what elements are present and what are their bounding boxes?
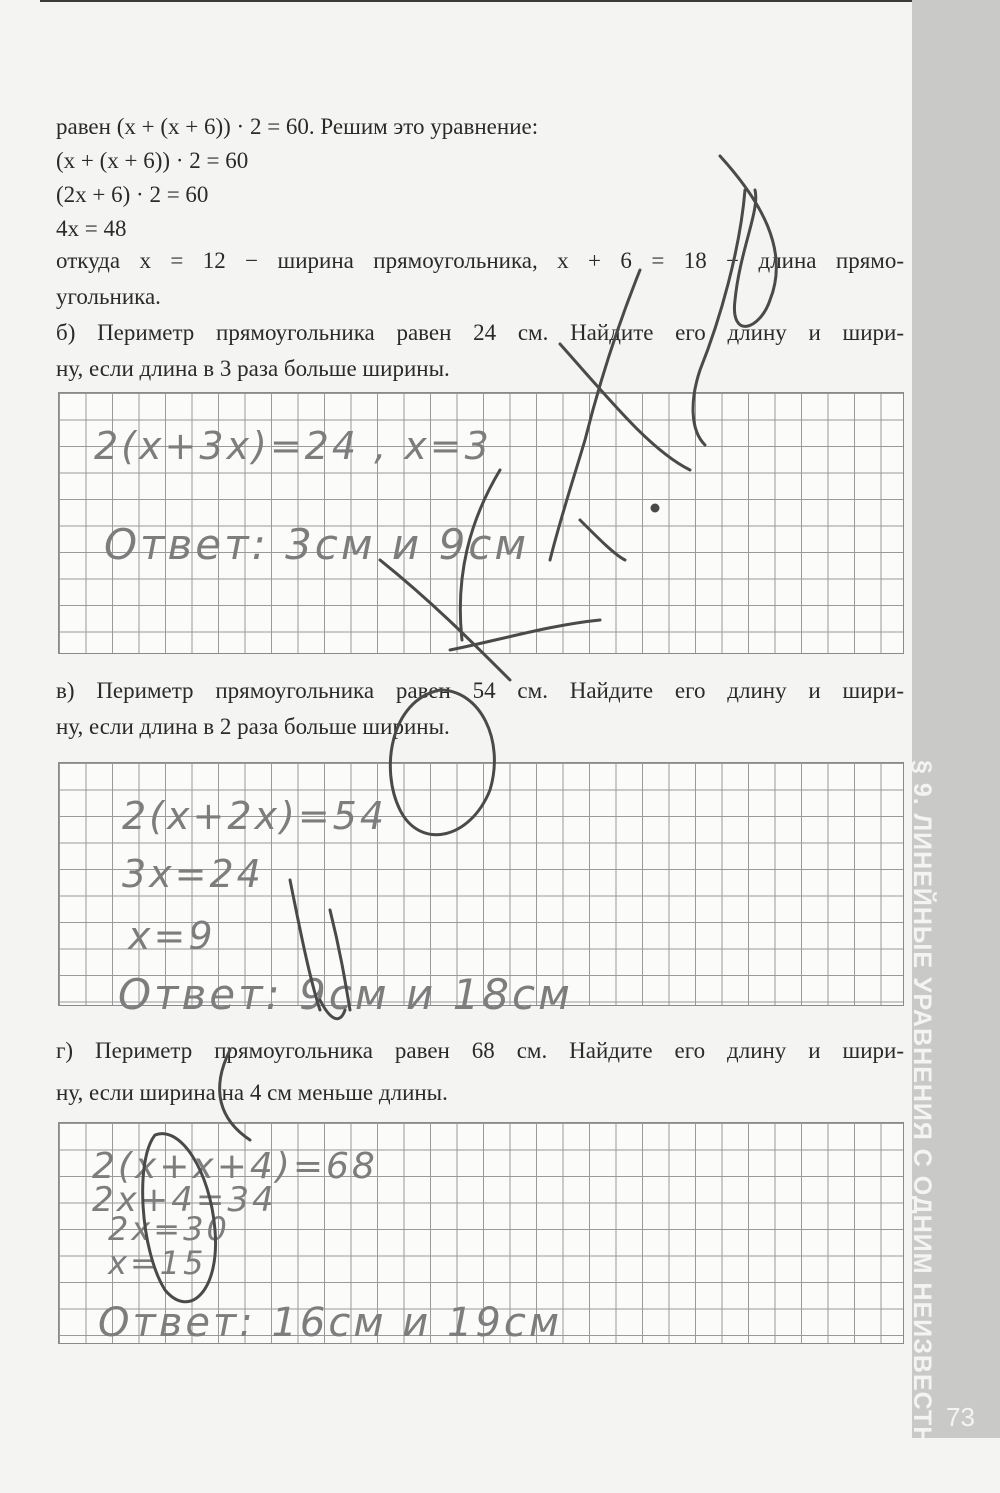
task-v-line-1: в) Периметр прямоугольника равен 54 см. Найдите его длину и шири- [56, 678, 904, 703]
task-g-line-1: г) Периметр прямоугольника равен 68 см. Найдите его длину и шири- [56, 1038, 904, 1063]
equation-line-1: (x + (x + 6)) · 2 = 60 [56, 148, 249, 173]
handwriting-g-line-3: 2x=30 [108, 1210, 230, 1248]
chapter-title: § 9. ЛИНЕЙНЫЕ УРАВНЕНИЯ С ОДНИМ НЕИЗВЕСТНЫМ [908, 760, 936, 1493]
text-line-6: угольника. [56, 284, 161, 309]
handwriting-g-answer: Ответ: 16см и 19см [98, 1300, 563, 1346]
text-line-1: равен (x + (x + 6)) · 2 = 60. Решим это уравнение: [56, 114, 539, 139]
top-border-line [40, 0, 920, 2]
equation-line-3: 4x = 48 [56, 216, 127, 241]
handwriting-g-line-2: 2x+4=34 [92, 1180, 277, 1220]
handwriting-v-line-2: 3x=24 [122, 852, 264, 896]
handwriting-g-line-1: 2(x+x+4)=68 [92, 1146, 378, 1187]
task-b-line-2: ну, если длина в 3 раза больше ширины. [56, 356, 450, 381]
handwriting-v-answer: Ответ: 9см и 18см [118, 970, 573, 1019]
handwriting-b-answer: Ответ: 3см и 9см [104, 520, 530, 569]
handwriting-v-line-1: 2(x+2x)=54 [122, 794, 388, 838]
handwriting-b-equation: 2(x+3x)=24 , x=3 [94, 424, 492, 468]
handwriting-g-line-4: x=15 [108, 1244, 207, 1282]
task-g-line-2: ну, если ширина на 4 см меньше длины. [56, 1080, 448, 1105]
equation-line-2: (2x + 6) · 2 = 60 [56, 182, 209, 207]
handwriting-v-line-3: x=9 [128, 914, 216, 958]
task-b-line-1: б) Периметр прямоугольника равен 24 см. Найдите его длину и шири- [56, 320, 904, 345]
task-v-line-2: ну, если длина в 2 раза больше ширины. [56, 714, 450, 739]
page-number: 73 [946, 1402, 975, 1432]
text-line-5: откуда x = 12 − ширина прямоугольника, x + 6 = 18 − длина прямо- [56, 248, 904, 273]
